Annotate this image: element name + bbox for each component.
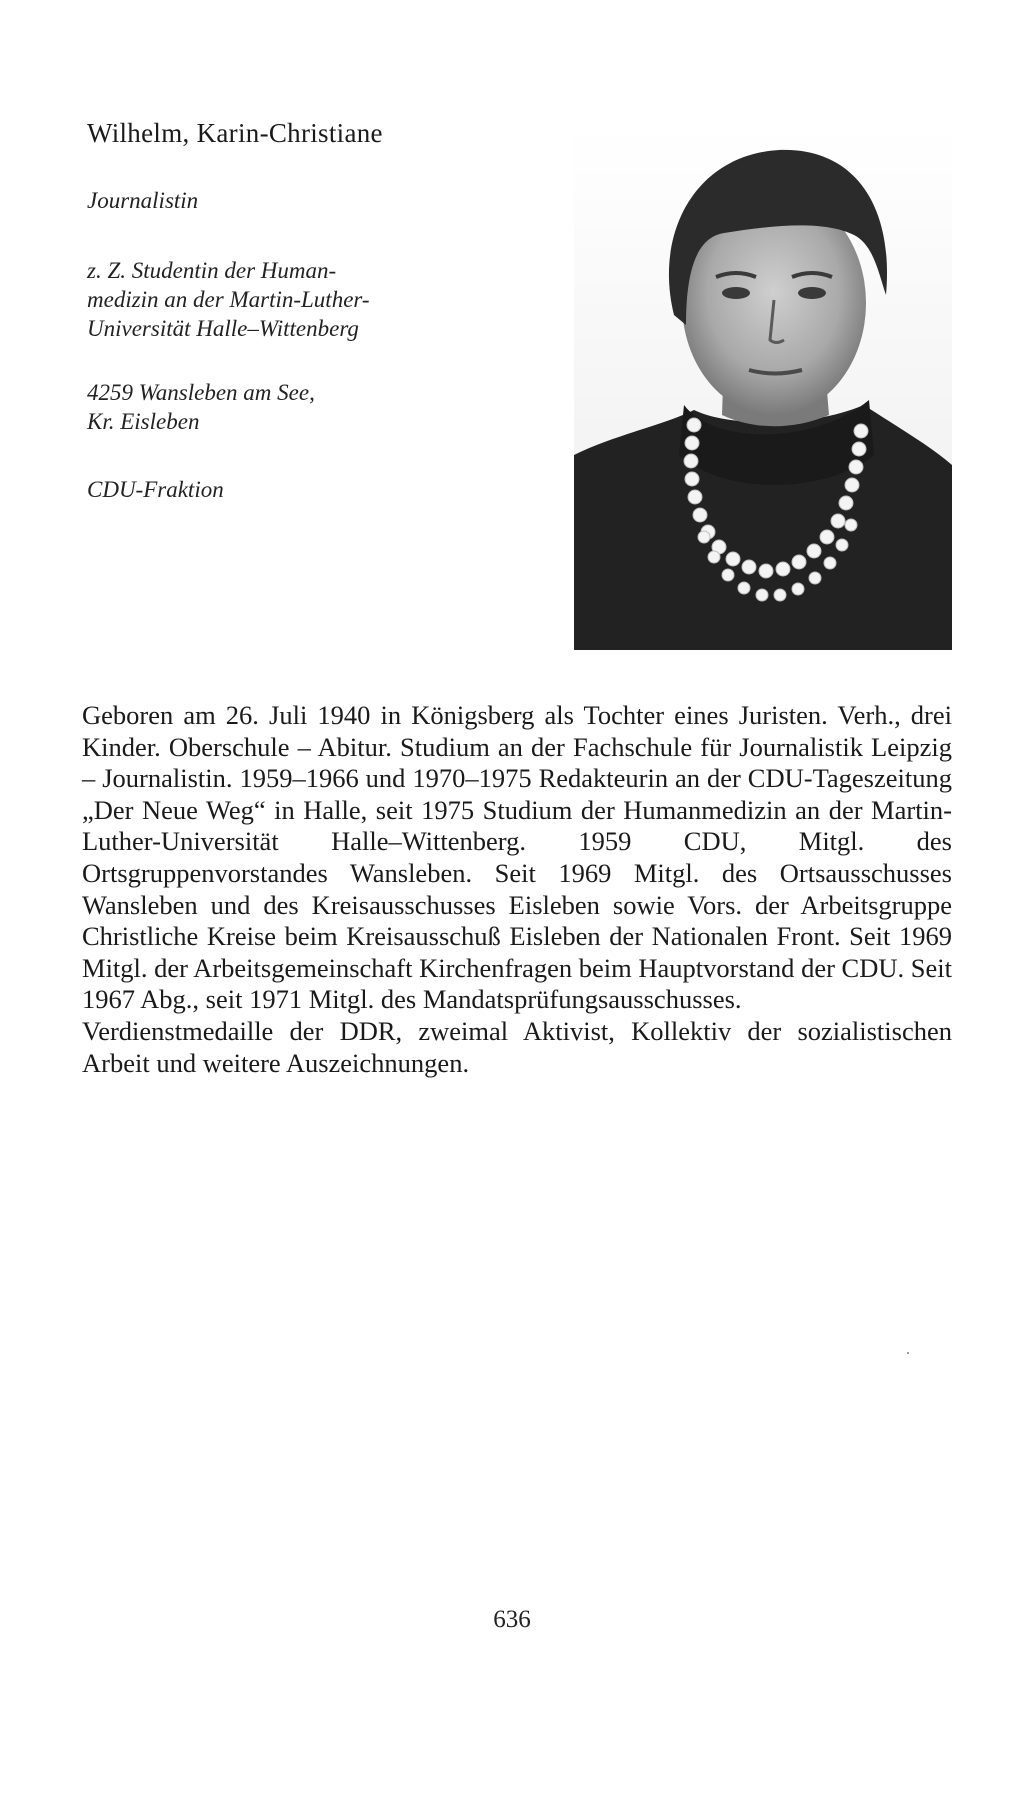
biography-text <box>82 700 952 1079</box>
position-line: Universität Halle–Wittenberg <box>87 316 359 341</box>
address-line: 4259 Wansleben am See, <box>87 380 315 405</box>
awards-paragraph: Verdienstmedaille der DDR, zweimal Aktivist, Kollektiv der sozialistischen Arbeit und weitere Auszeichnungen. <box>82 1015 952 1078</box>
biography-paragraph: Geboren am 26. Juli 1940 in Königsberg als Tochter eines Juristen. Verh., drei Kinder. Oberschule – Abitur. Studium an der Fachschule für Journalistik Leipzig – Journalistin. 1959–1966 und 1970–1975 Redakteurin an der CDU-Tageszeitung „Der Neue Weg“ in Halle, seit 1975 Studium der Humanmedizin an der Martin-Luther-Universität Halle–Wittenberg. 1959 CDU, Mitgl. des Ortsgruppenvorstandes Wansleben. Seit 1969 Mitgl. des Ortsausschusses Wansleben und des Kreisausschusses Eisleben sowie Vors. der Arbeitsgruppe Christliche Kreise beim Kreisausschuß Eisleben der Nationalen Front. Seit 1969 Mitgl. der Arbeitsgemeinschaft Kirchenfragen beim Hauptvorstand der CDU. Seit 1967 Abg., seit 1971 Mitgl. des Mandatsprüfungsausschusses. <box>82 700 952 1015</box>
position-line: z. Z. Studentin der Human- <box>87 258 337 283</box>
position-line: medizin an der Martin-Luther- <box>87 287 370 312</box>
left-eye <box>722 287 750 299</box>
page-number: 636 <box>493 1606 531 1633</box>
scan-speck <box>907 1352 909 1354</box>
address-line: Kr. Eisleben <box>87 409 200 434</box>
entry-occupation: Journalistin <box>87 188 199 213</box>
portrait-photo <box>574 125 952 650</box>
right-eye <box>798 287 826 299</box>
entry-position <box>87 256 477 343</box>
entry-faction: CDU-Fraktion <box>87 477 224 502</box>
entry-name: Wilhelm, Karin-Christiane <box>87 118 383 148</box>
entry-address <box>87 378 477 436</box>
